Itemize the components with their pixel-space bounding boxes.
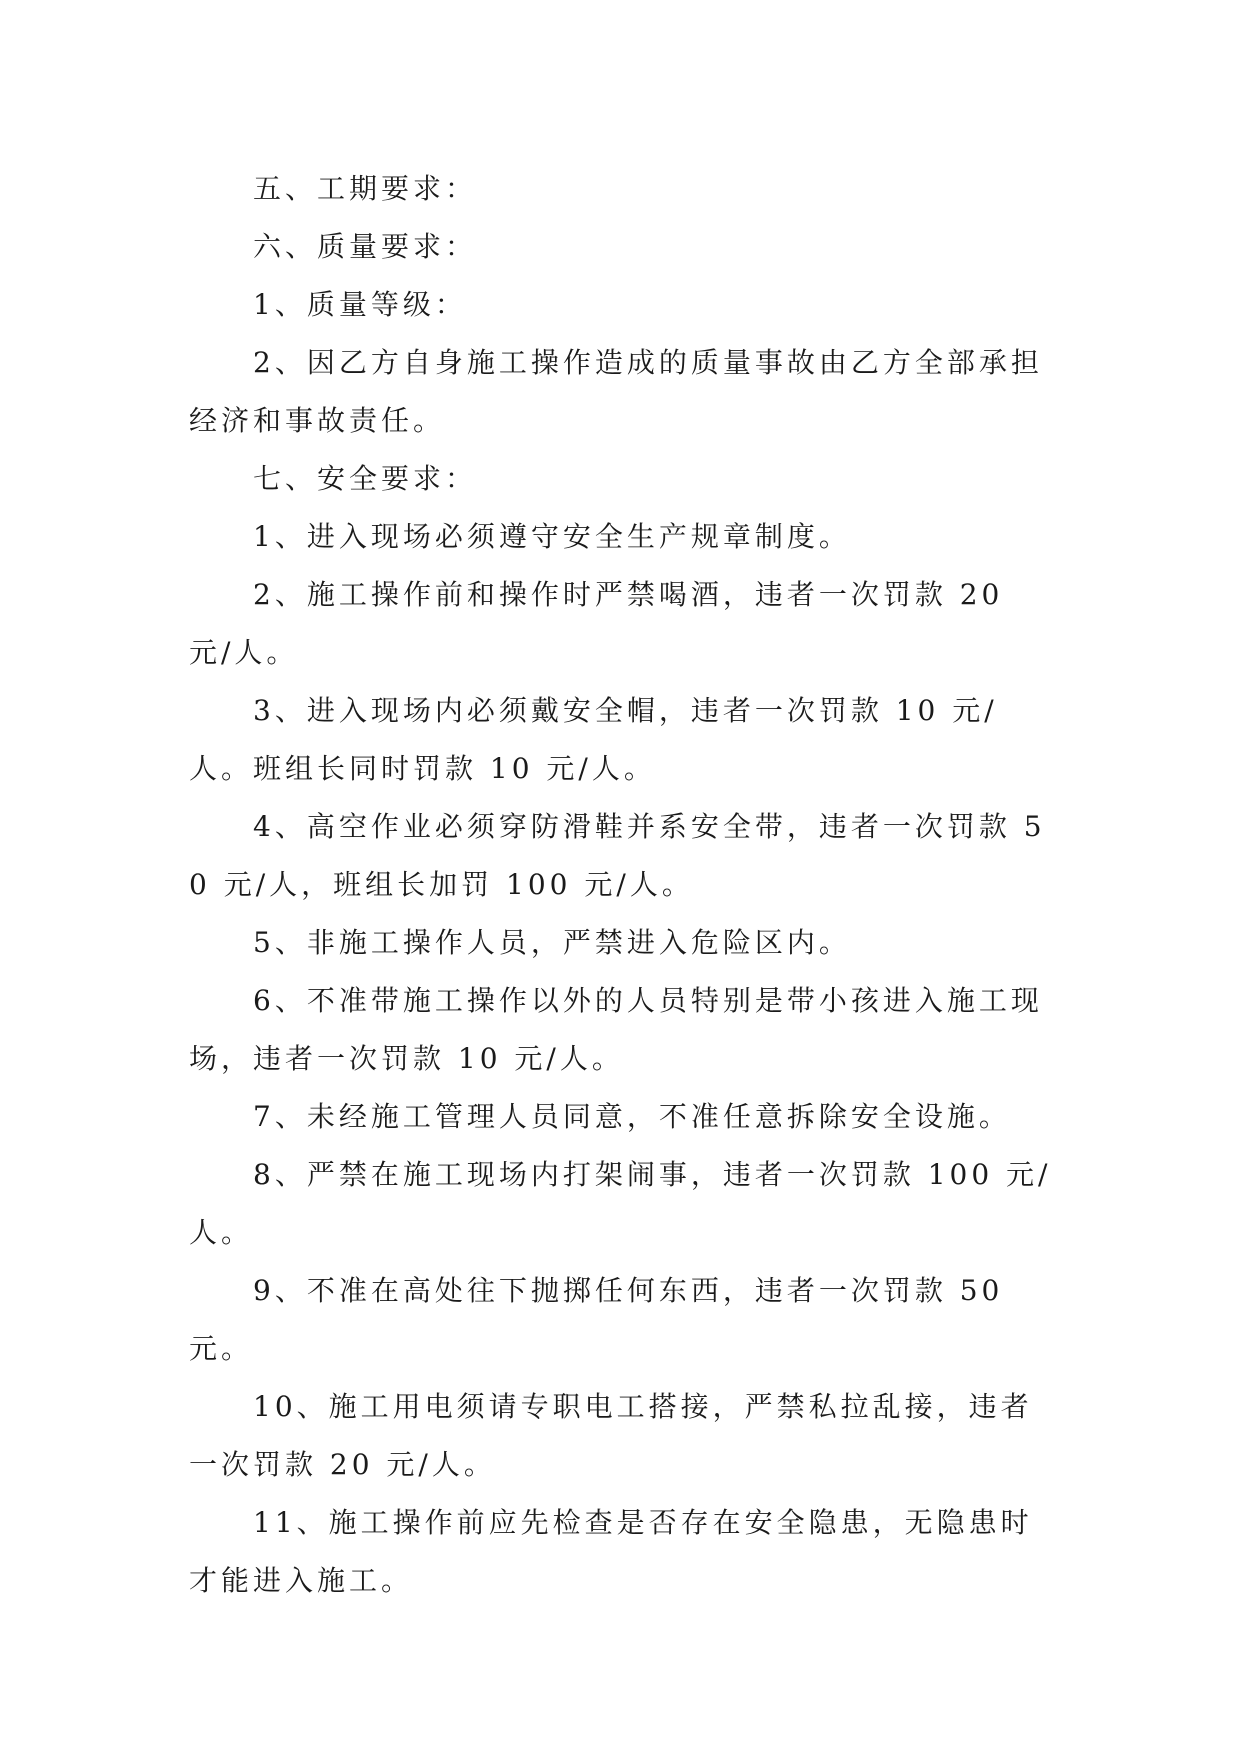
section-heading-safety: 七、安全要求：: [253, 462, 478, 495]
safety-item-8: 8、严禁在施工现场内打架闹事，违者一次罚款 100 元/人。: [189, 1158, 1052, 1249]
section-heading-quality: 六、质量要求：: [253, 230, 478, 263]
safety-item-4: 4、高空作业必须穿防滑鞋并系安全带，违者一次罚款 50 元/人，班组长加罚 100 元/人。: [189, 810, 1046, 901]
safety-item-1: 1、进入现场必须遵守安全生产规章制度。: [253, 520, 851, 553]
safety-item-7: 7、未经施工管理人员同意，不准任意拆除安全设施。: [253, 1100, 1011, 1133]
safety-item-5: 5、非施工操作人员，严禁进入危险区内。: [253, 926, 851, 959]
safety-item-10: 10、施工用电须请专职电工搭接，严禁私拉乱接，违者一次罚款 20 元/人。: [189, 1390, 1033, 1481]
section-heading-schedule: 五、工期要求：: [253, 172, 478, 205]
quality-item-1: 1、质量等级：: [253, 288, 467, 321]
safety-item-9: 9、不准在高处往下抛掷任何东西，违者一次罚款 50 元。: [189, 1274, 1004, 1365]
safety-item-11: 11、施工操作前应先检查是否存在安全隐患，无隐患时才能进入施工。: [189, 1506, 1033, 1597]
safety-item-3: 3、进入现场内必须戴安全帽，违者一次罚款 10 元/人。班组长同时罚款 10 元/人。: [189, 694, 998, 785]
safety-item-6: 6、不准带施工操作以外的人员特别是带小孩进入施工现场，违者一次罚款 10 元/人。: [189, 984, 1043, 1075]
document-body: [189, 160, 1059, 1610]
safety-item-2: 2、施工操作前和操作时严禁喝酒，违者一次罚款 20 元/人。: [189, 578, 1004, 669]
quality-item-2: 2、因乙方自身施工操作造成的质量事故由乙方全部承担经济和事故责任。: [189, 346, 1043, 437]
